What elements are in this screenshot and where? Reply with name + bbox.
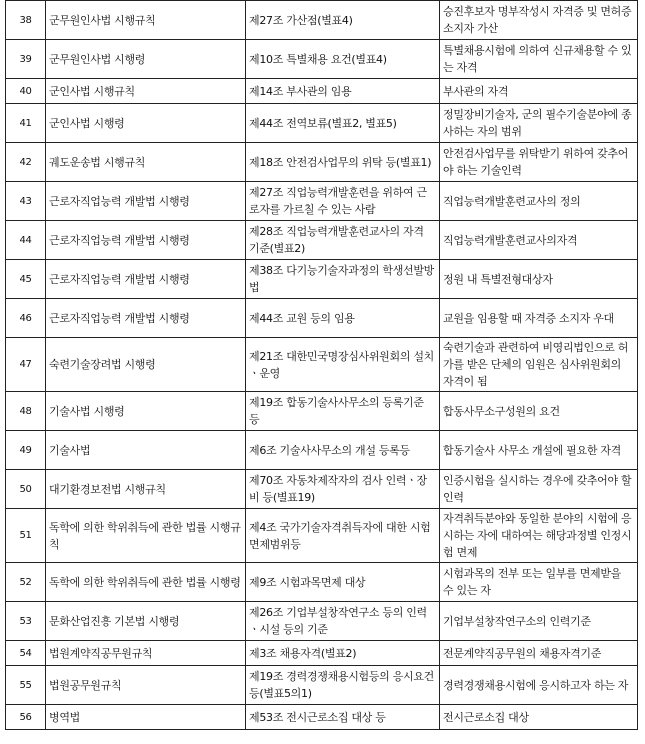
row-number: 50	[6, 470, 46, 509]
table-row	[6, 1, 638, 40]
content-cell: 합동기술사 사무소 개설에 필요한 자격	[440, 431, 638, 470]
table-row	[6, 338, 638, 392]
article-cell: 제44조 전역보류(별표2, 별표5)	[246, 104, 440, 143]
table-row	[6, 79, 638, 104]
row-number: 56	[6, 705, 46, 730]
content-cell: 정원 내 특별전형대상자	[440, 260, 638, 299]
law-name-cell: 군인사법 시행규칙	[46, 79, 246, 104]
row-number: 47	[6, 338, 46, 392]
table-row	[6, 431, 638, 470]
article-cell: 제44조 교원 등의 임용	[246, 299, 440, 338]
law-name-cell: 독학에 의한 학위취득에 관한 법률 시행규칙	[46, 509, 246, 563]
content-cell: 특별채용시험에 의하여 신규채용할 수 있는 자격	[440, 40, 638, 79]
row-number: 53	[6, 602, 46, 641]
content-cell: 전문계약직공무원의 채용자격기준	[440, 641, 638, 666]
table-row	[6, 563, 638, 602]
article-cell: 제14조 부사관의 임용	[246, 79, 440, 104]
row-number: 40	[6, 79, 46, 104]
row-number: 45	[6, 260, 46, 299]
content-cell: 전시근로소집 대상	[440, 705, 638, 730]
law-name-cell: 근로자직업능력 개발법 시행령	[46, 299, 246, 338]
law-name-cell: 근로자직업능력 개발법 시행령	[46, 260, 246, 299]
table-row	[6, 299, 638, 338]
table-row	[6, 260, 638, 299]
row-number: 42	[6, 143, 46, 182]
content-cell: 정밀장비기술자, 군의 필수기술분야에 종사하는 자의 범위	[440, 104, 638, 143]
law-name-cell: 군무원인사법 시행령	[46, 40, 246, 79]
content-cell: 직업능력개발훈련교사의 정의	[440, 182, 638, 221]
row-number: 44	[6, 221, 46, 260]
row-number: 54	[6, 641, 46, 666]
row-number: 52	[6, 563, 46, 602]
law-name-cell: 문화산업진흥 기본법 시행령	[46, 602, 246, 641]
article-cell: 제10조 특별채용 요건(별표4)	[246, 40, 440, 79]
content-cell: 인증시험을 실시하는 경우에 갖추어야 할 인력	[440, 470, 638, 509]
table-row	[6, 221, 638, 260]
content-cell: 교원을 임용할 때 자격증 소지자 우대	[440, 299, 638, 338]
content-cell: 승진후보자 명부작성시 자격증 및 면허증 소지자 가산	[440, 1, 638, 40]
content-cell: 숙련기술과 관련하여 비영리법인으로 허가를 받은 단체의 임원은 심사위원회의 자격이 됨	[440, 338, 638, 392]
table-row	[6, 392, 638, 431]
table-row	[6, 182, 638, 221]
law-name-cell: 기술사법 시행령	[46, 392, 246, 431]
law-name-cell: 독학에 의한 학위취득에 관한 법률 시행령	[46, 563, 246, 602]
article-cell: 제27조 가산점(별표4)	[246, 1, 440, 40]
row-number: 48	[6, 392, 46, 431]
article-cell: 제19조 경력경쟁채용시험등의 응시요건등(별표5의1)	[246, 666, 440, 705]
table-body	[6, 1, 638, 730]
row-number: 46	[6, 299, 46, 338]
law-name-cell: 병역법	[46, 705, 246, 730]
table-row	[6, 143, 638, 182]
article-cell: 제70조 자동차제작자의 검사 인력ㆍ장비 등(별표19)	[246, 470, 440, 509]
row-number: 39	[6, 40, 46, 79]
content-cell: 합동사무소구성원의 요건	[440, 392, 638, 431]
law-name-cell: 군무원인사법 시행규칙	[46, 1, 246, 40]
article-cell: 제53조 전시근로소집 대상 등	[246, 705, 440, 730]
law-name-cell: 군인사법 시행령	[46, 104, 246, 143]
law-name-cell: 대기환경보전법 시행규칙	[46, 470, 246, 509]
article-cell: 제4조 국가기술자격취득자에 대한 시험면제범위등	[246, 509, 440, 563]
article-cell: 제9조 시험과목면제 대상	[246, 563, 440, 602]
table-row	[6, 602, 638, 641]
table-row	[6, 470, 638, 509]
table-row	[6, 666, 638, 705]
row-number: 41	[6, 104, 46, 143]
table-row	[6, 705, 638, 730]
article-cell: 제27조 직업능력개발훈련을 위하여 근로자를 가르칠 수 있는 사람	[246, 182, 440, 221]
content-cell: 경력경쟁채용시험에 응시하고자 하는 자	[440, 666, 638, 705]
table-row	[6, 40, 638, 79]
content-cell: 직업능력개발훈련교사의자격	[440, 221, 638, 260]
content-cell: 안전검사업무를 위탁받기 위하여 갖추어야 하는 기술인력	[440, 143, 638, 182]
content-cell: 시험과목의 전부 또는 일부를 면제받을 수 있는 자	[440, 563, 638, 602]
content-cell: 자격취득분야와 동일한 분야의 시험에 응시하는 자에 대하여는 해당과정별 인정시험 면제	[440, 509, 638, 563]
row-number: 43	[6, 182, 46, 221]
article-cell: 제21조 대한민국명장심사위원회의 설치ㆍ운영	[246, 338, 440, 392]
law-name-cell: 궤도운송법 시행규칙	[46, 143, 246, 182]
table-row	[6, 509, 638, 563]
row-number: 51	[6, 509, 46, 563]
law-name-cell: 숙련기술장려법 시행령	[46, 338, 246, 392]
article-cell: 제38조 다기능기술자과정의 학생선발방법	[246, 260, 440, 299]
content-cell: 부사관의 자격	[440, 79, 638, 104]
article-cell: 제3조 채용자격(별표2)	[246, 641, 440, 666]
article-cell: 제19조 합동기술사사무소의 등록기준 등	[246, 392, 440, 431]
row-number: 49	[6, 431, 46, 470]
article-cell: 제18조 안전검사업무의 위탁 등(별표1)	[246, 143, 440, 182]
article-cell: 제28조 직업능력개발훈련교사의 자격 기준(별표2)	[246, 221, 440, 260]
table-row	[6, 641, 638, 666]
row-number: 55	[6, 666, 46, 705]
article-cell: 제6조 기술사사무소의 개설 등록등	[246, 431, 440, 470]
row-number: 38	[6, 1, 46, 40]
law-name-cell: 법원공무원규칙	[46, 666, 246, 705]
article-cell: 제26조 기업부설창작연구소 등의 인력ㆍ시설 등의 기준	[246, 602, 440, 641]
law-name-cell: 기술사법	[46, 431, 246, 470]
content-cell: 기업부설창작연구소의 인력기준	[440, 602, 638, 641]
law-name-cell: 법원계약직공무원규칙	[46, 641, 246, 666]
law-name-cell: 근로자직업능력 개발법 시행령	[46, 221, 246, 260]
qualification-law-table	[5, 0, 638, 730]
law-name-cell: 근로자직업능력 개발법 시행령	[46, 182, 246, 221]
table-row	[6, 104, 638, 143]
